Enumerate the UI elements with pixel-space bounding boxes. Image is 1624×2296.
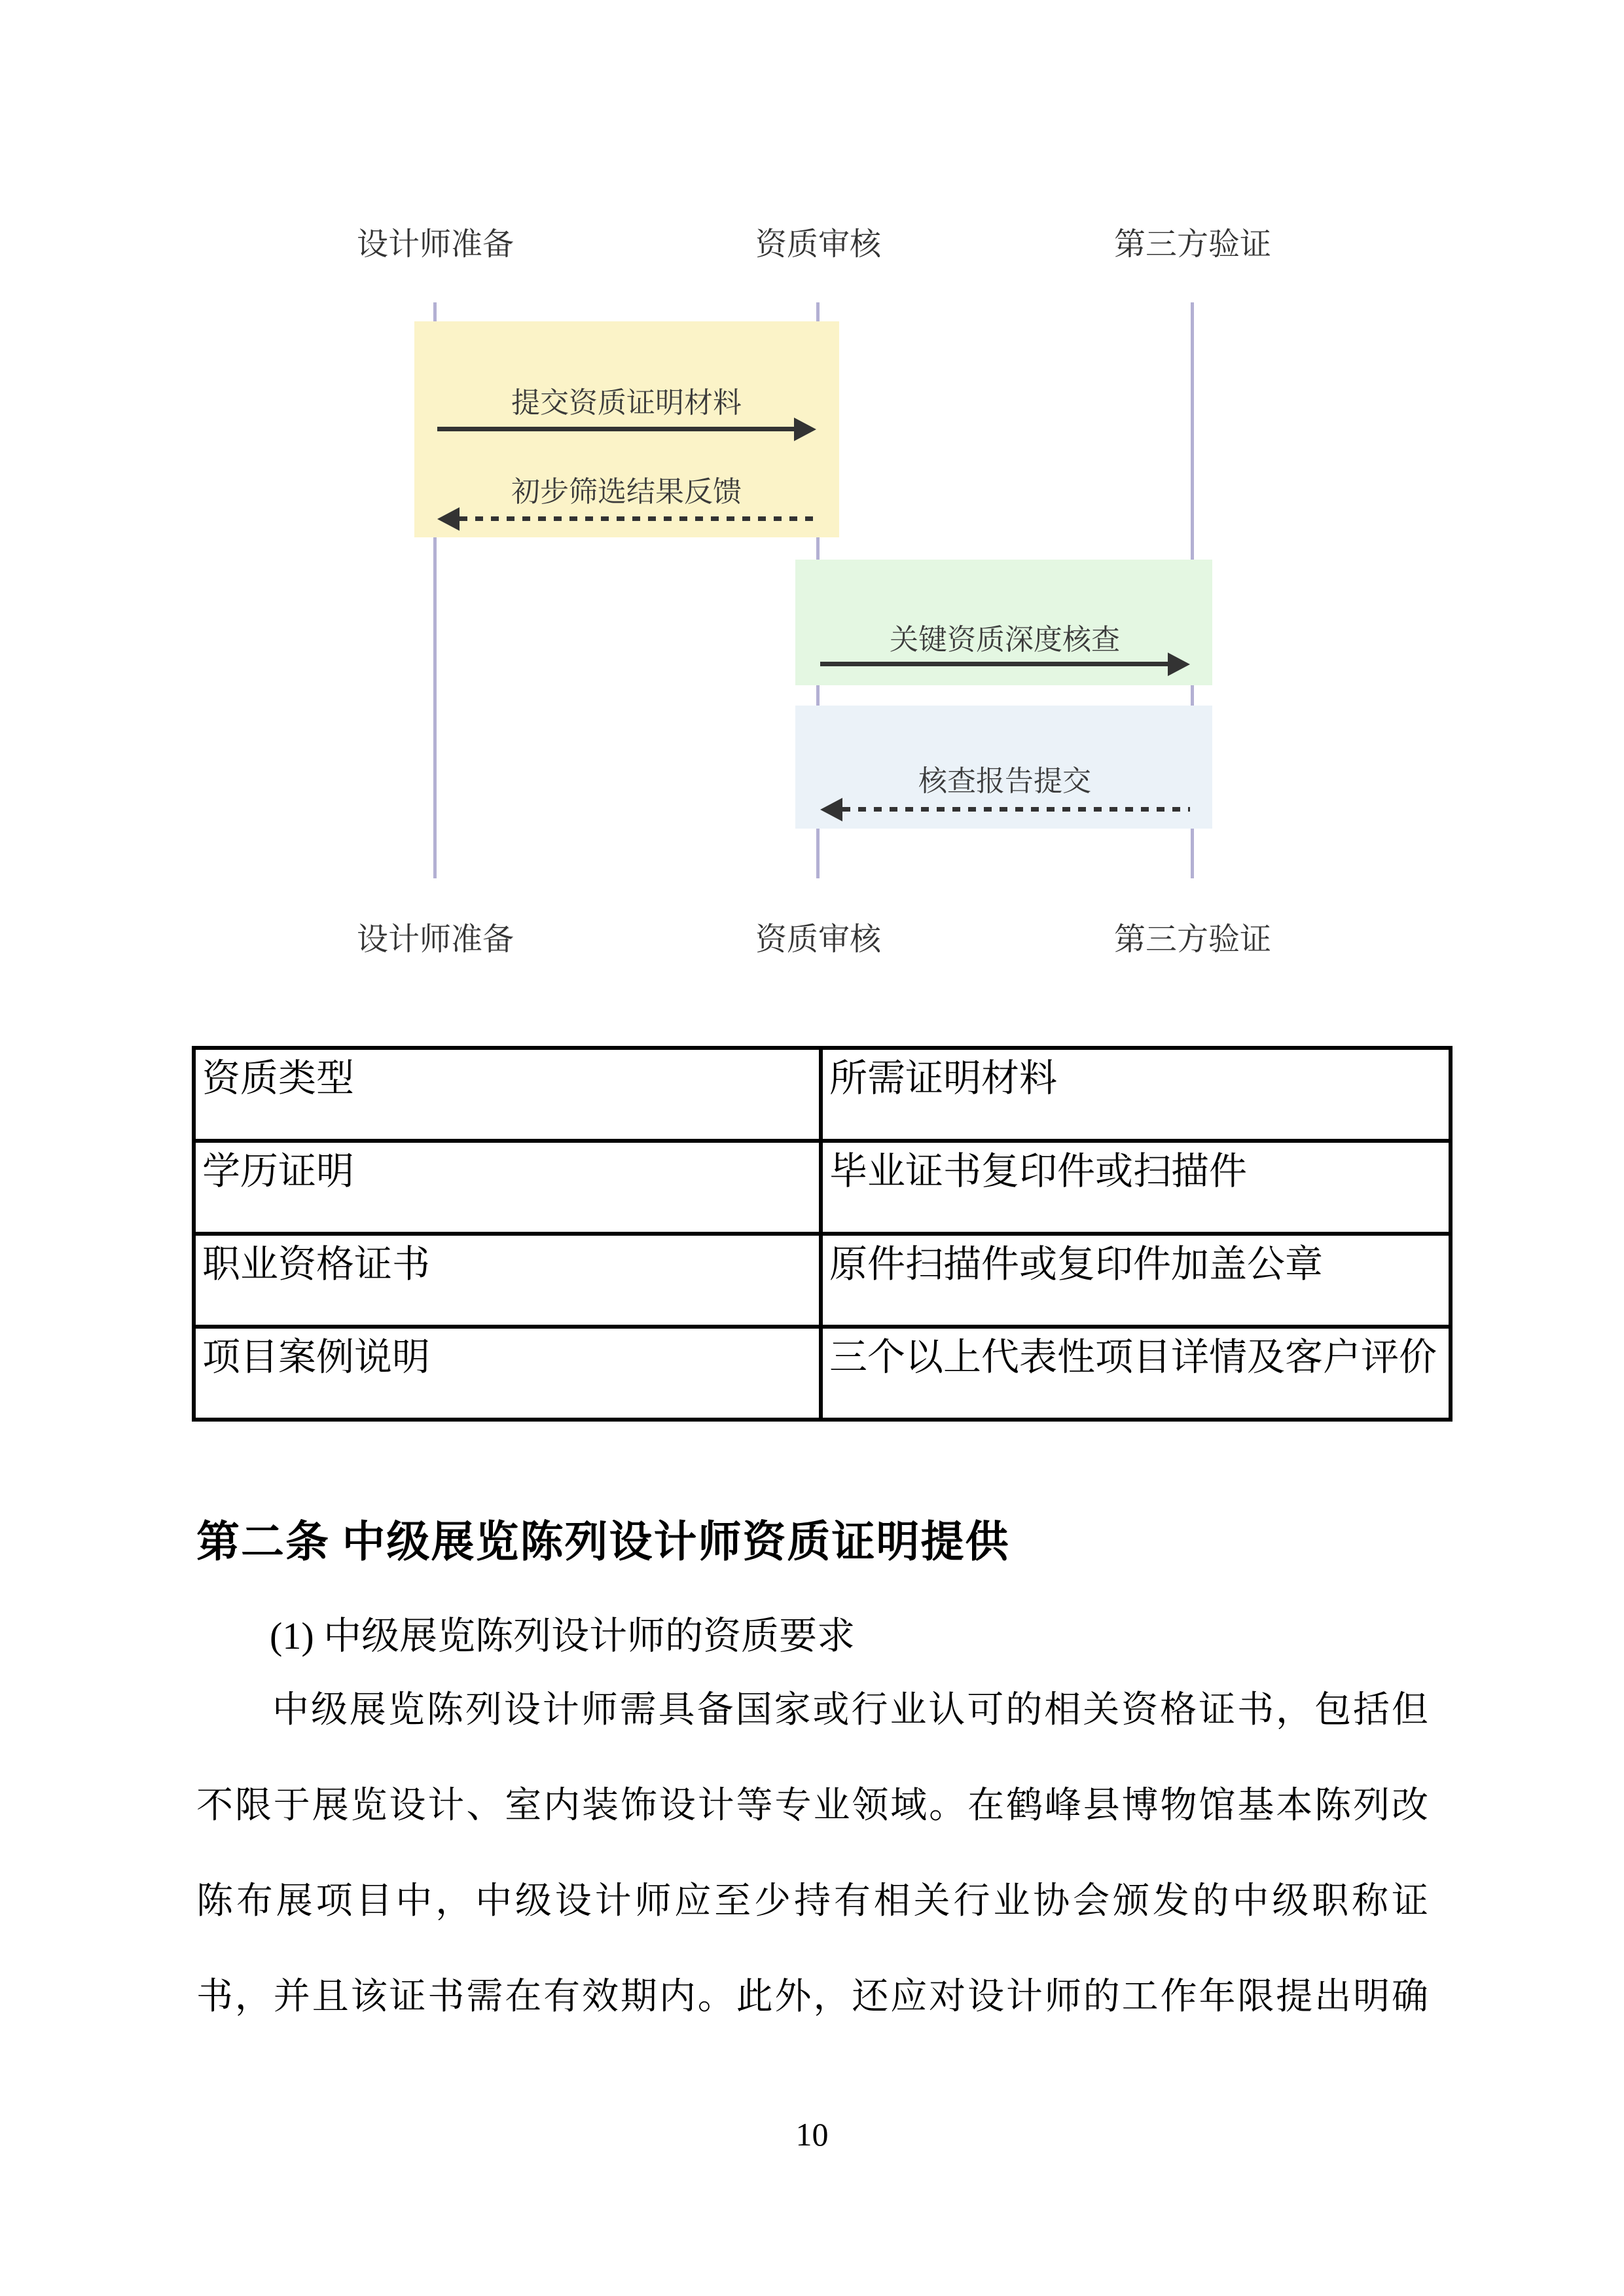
section-heading: 第二条 中级展览陈列设计师资质证明提供 (196, 1518, 1010, 1566)
message-line-submit-materials (437, 427, 794, 431)
table-cell: 项目案例说明 (194, 1327, 821, 1420)
message-label-deep-verification: 关键资质深度核查 (890, 624, 1120, 656)
paragraph-line-1: 中级展览陈列设计师需具备国家或行业认可的相关资格证书，包括但 (272, 1690, 1428, 1731)
table-row (194, 1234, 1451, 1327)
actor-label-review-bottom: 资质审核 (755, 922, 882, 957)
table-row (194, 1048, 1451, 1141)
table-row (194, 1327, 1451, 1420)
arrowhead-left-icon (820, 798, 842, 821)
arrowhead-left-icon (437, 507, 460, 531)
table-cell: 三个以上代表性项目详情及客户评价 (821, 1327, 1451, 1420)
actor-label-designer-bottom: 设计师准备 (356, 922, 514, 957)
sequence-diagram (0, 0, 1624, 982)
arrowhead-right-icon (1168, 653, 1190, 676)
table-cell: 所需证明材料 (821, 1048, 1451, 1141)
actor-label-review-top: 资质审核 (755, 227, 882, 262)
message-line-report-submission (842, 807, 1190, 812)
table-cell: 毕业证书复印件或扫描件 (821, 1141, 1451, 1234)
group-rect-verification (795, 560, 1212, 685)
message-label-screening-feedback: 初步筛选结果反馈 (511, 476, 742, 508)
table-cell: 资质类型 (194, 1048, 821, 1141)
actor-label-designer-top: 设计师准备 (356, 227, 514, 262)
table-row (194, 1141, 1451, 1234)
table-cell: 原件扫描件或复印件加盖公章 (821, 1234, 1451, 1327)
message-line-screening-feedback (460, 516, 816, 521)
table-cell: 职业资格证书 (194, 1234, 821, 1327)
actor-label-thirdparty-bottom: 第三方验证 (1113, 922, 1272, 957)
message-label-report-submission: 核查报告提交 (918, 765, 1091, 797)
section-subheading: (1) 中级展览陈列设计师的资质要求 (270, 1615, 856, 1657)
paragraph-line-4: 书，并且该证书需在有效期内。此外，还应对设计师的工作年限提出明确 (196, 1977, 1428, 2017)
page-number: 10 (795, 2116, 829, 2153)
message-line-deep-verification (820, 662, 1168, 666)
table-cell: 学历证明 (194, 1141, 821, 1234)
arrowhead-right-icon (794, 418, 816, 441)
paragraph-line-2: 不限于展览设计、室内装饰设计等专业领域。在鹤峰县博物馆基本陈列改 (196, 1785, 1428, 1826)
paragraph-line-3: 陈布展项目中，中级设计师应至少持有相关行业协会颁发的中级职称证 (196, 1881, 1428, 1922)
message-label-submit-materials: 提交资质证明材料 (511, 387, 742, 419)
requirements-table (192, 1046, 1453, 1422)
actor-label-thirdparty-top: 第三方验证 (1113, 227, 1272, 262)
